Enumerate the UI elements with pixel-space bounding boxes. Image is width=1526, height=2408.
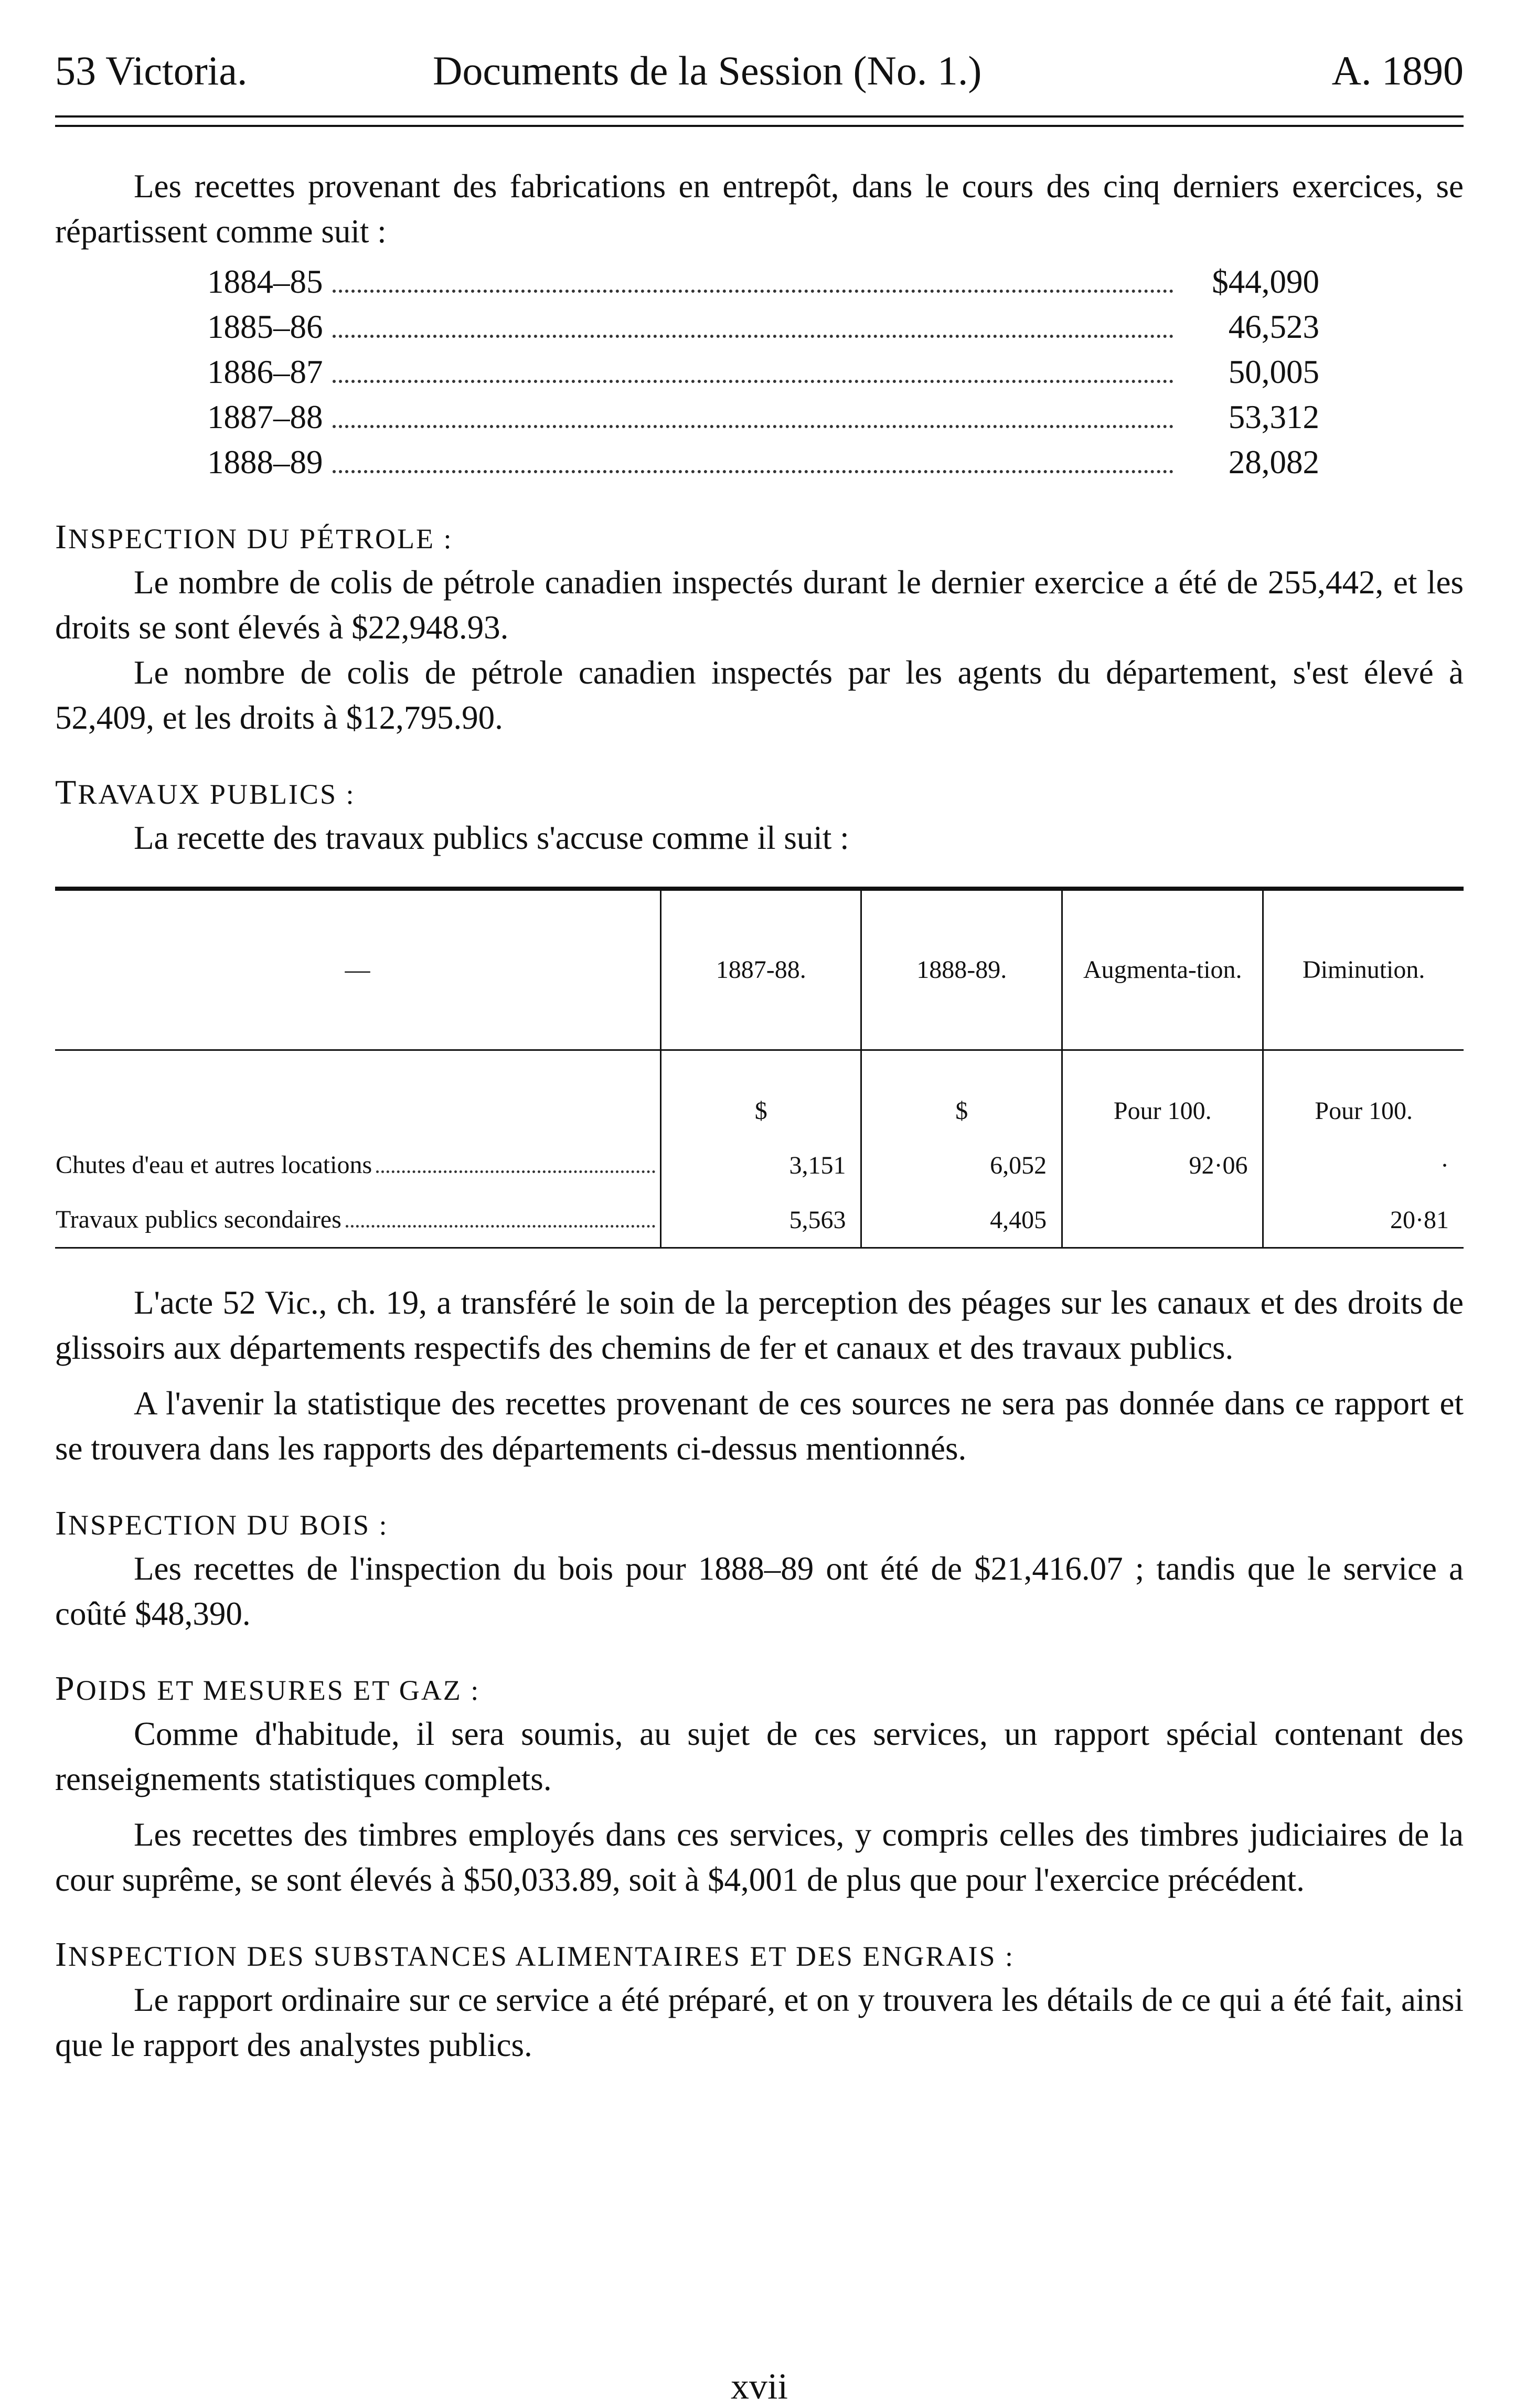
list-item [207, 259, 1319, 304]
list-item-year: 1888–89 [207, 444, 323, 481]
header-year: A. 1890 [1331, 48, 1464, 93]
poids-paragraph-2: Les recettes des timbres employés dans ces services, y compris celles des timbres judiciaires de la cour suprême, se sont élevés à $50,033.89, soit à $4,001 de plus que pour l'exercice précédent. [55, 1816, 1464, 1898]
table-units-row [55, 1083, 1464, 1138]
bois-paragraph: Les recettes de l'inspection du bois pour 1888–89 ont été de $21,416.07 ; tandis que le service a coûté $48,390. [55, 1550, 1464, 1632]
table-cell: 20·81 [1263, 1192, 1464, 1248]
header-session-year: 53 Victoria. [55, 48, 248, 93]
dotted-leader [333, 470, 1174, 473]
section-heading-bois: INSPECTION DU BOIS : [55, 1504, 389, 1542]
public-works-table [55, 887, 1464, 1249]
petrole-paragraph-1: Le nombre de colis de pétrole canadien inspectés durant le dernier exercice a été de 255,442, et les droits se sont élevés à $22,948.93. [55, 564, 1464, 646]
running-header [55, 47, 1464, 115]
unit-cell: $ [861, 1083, 1062, 1138]
acte-paragraph-2: A l'avenir la statistique des recettes provenant de ces sources ne sera pas donnée dans ce rapport et se trouvera dans les rapports des départements ci-dessus mentionnés. [55, 1385, 1464, 1467]
section-heading-petrole: INSPECTION DU PÉTROLE : [55, 518, 453, 556]
dotted-leader [333, 425, 1174, 428]
list-item-amount: 50,005 [1228, 354, 1319, 390]
table-spacer-row [55, 1050, 1464, 1084]
table-cell: 92·06 [1062, 1138, 1263, 1192]
table-cell: 6,052 [861, 1138, 1062, 1192]
table-row [55, 1192, 1464, 1248]
unit-cell: $ [660, 1083, 861, 1138]
table-cell [1062, 1192, 1263, 1248]
unit-cell: Pour 100. [1263, 1083, 1464, 1138]
intro-paragraph: Les recettes provenant des fabrications en entrepôt, dans le cours des cinq derniers exercices, se répartissent comme suit : [55, 168, 1464, 250]
list-item [207, 304, 1319, 349]
travaux-intro: La recette des travaux publics s'accuse comme il suit : [134, 819, 849, 856]
list-item-year: 1885–86 [207, 308, 323, 345]
header-title: Documents de la Session (No. 1.) [433, 48, 982, 93]
table-row [55, 1138, 1464, 1192]
bonded-receipts-list [207, 259, 1319, 485]
list-item-year: 1887–88 [207, 399, 323, 435]
poids-paragraph-1: Comme d'habitude, il sera soumis, au sujet de ces services, un rapport spécial contenant des renseignements statistiques complets. [55, 1716, 1464, 1797]
list-item-amount: 53,312 [1228, 399, 1319, 435]
row-label: Travaux publics secondaires [56, 1205, 342, 1233]
public-works-table-wrapper [55, 887, 1464, 1249]
table-cell: 3,151 [660, 1138, 861, 1192]
page-number: xvii [731, 2367, 788, 2407]
list-item [207, 395, 1319, 440]
list-item-amount: 46,523 [1228, 308, 1319, 345]
header-cell-diminution: Diminution. [1263, 889, 1464, 1050]
petrole-paragraph-2: Le nombre de colis de pétrole canadien inspectés par les agents du département, s'est élevé à 52,409, et les droits à $12,795.90. [55, 654, 1464, 736]
table-header-row [55, 889, 1464, 1050]
dotted-leader [333, 380, 1174, 383]
list-item [207, 349, 1319, 395]
list-item-year: 1884–85 [207, 263, 323, 300]
substances-paragraph: Le rapport ordinaire sur ce service a été préparé, et on y trouvera les détails de ce qui a été fait, ainsi que le rapport des analystes publics. [55, 1981, 1464, 2063]
acte-paragraph-1: L'acte 52 Vic., ch. 19, a transféré le soin de la perception des péages sur les canaux et des droits de glissoirs aux départements respectifs des chemins de fer et canaux et des travaux publics. [55, 1284, 1464, 1366]
list-item-year: 1886–87 [207, 354, 323, 390]
table-cell: 4,405 [861, 1192, 1062, 1248]
header-cell-label: — [55, 889, 660, 1050]
header-cell-augmentation: Augmenta-tion. [1062, 889, 1263, 1050]
section-heading-substances: INSPECTION DES SUBSTANCES ALIMENTAIRES ET DES ENGRAIS : [55, 1935, 1015, 1974]
header-cell-1887-88: 1887-88. [660, 889, 861, 1050]
section-heading-travaux: TRAVAUX PUBLICS : [55, 773, 356, 812]
dotted-leader [333, 335, 1174, 338]
list-item-amount: $44,090 [1212, 263, 1319, 300]
header-double-rule [55, 115, 1464, 127]
dotted-leader [333, 290, 1174, 293]
section-heading-poids: POIDS ET MESURES ET GAZ : [55, 1669, 481, 1708]
row-label: Chutes d'eau et autres locations [56, 1150, 372, 1179]
header-cell-1888-89: 1888-89. [861, 889, 1062, 1050]
list-item [207, 440, 1319, 485]
table-cell: 5,563 [660, 1192, 861, 1248]
table-cell: · [1263, 1138, 1464, 1192]
document-page [55, 47, 1464, 2407]
list-item-amount: 28,082 [1228, 444, 1319, 481]
unit-cell: Pour 100. [1062, 1083, 1263, 1138]
